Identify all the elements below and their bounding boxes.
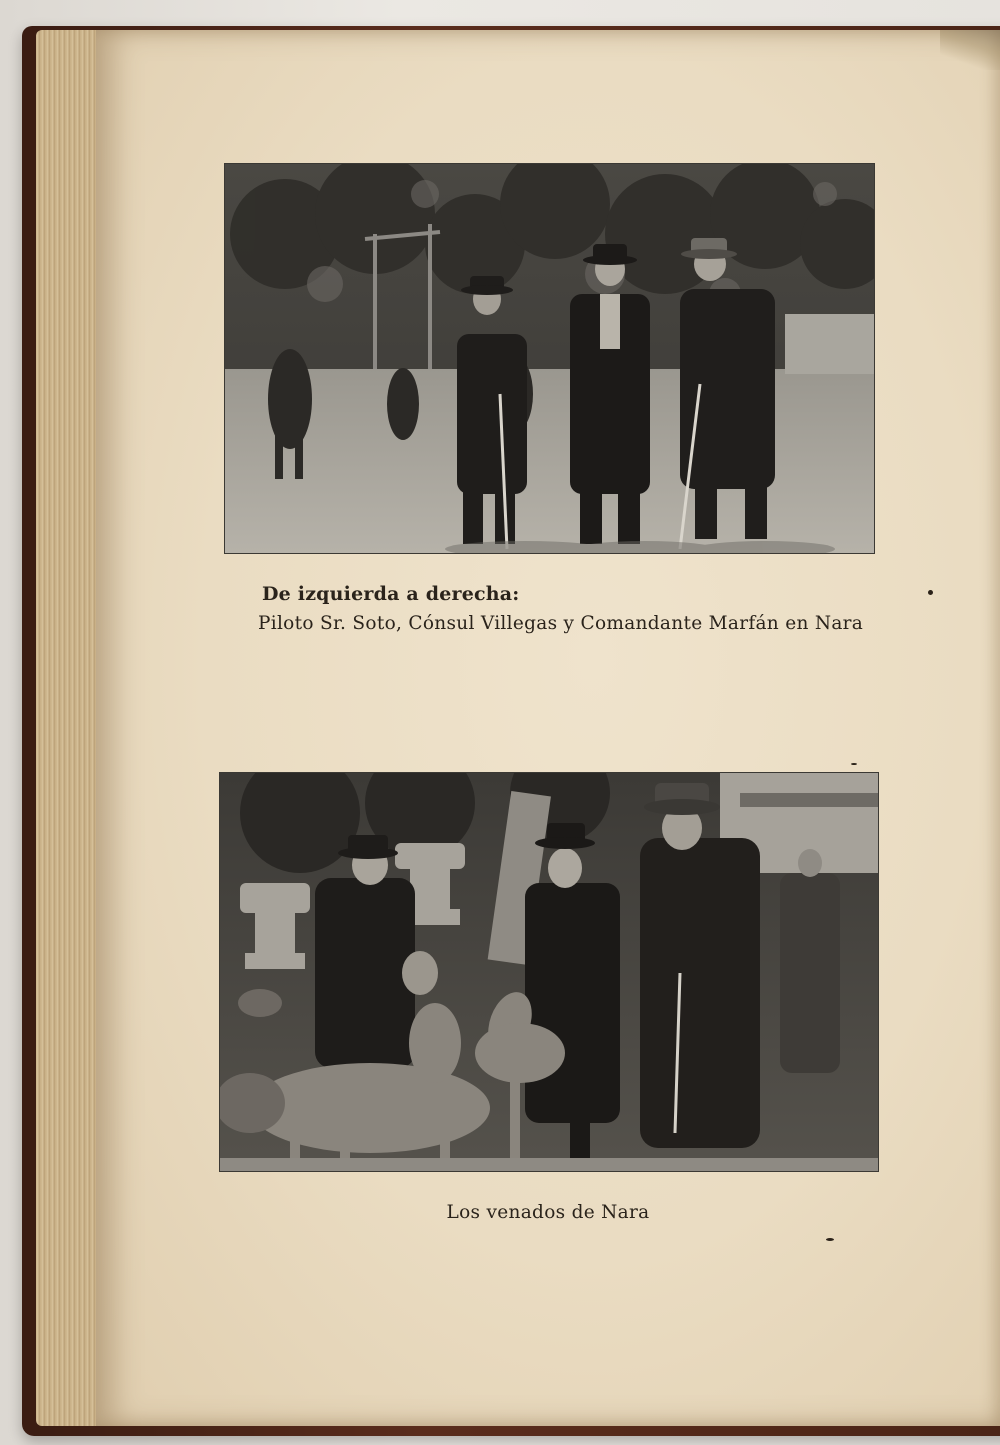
photo-1-caption-heading: De izquierda a derecha: <box>262 583 520 605</box>
photo-1-image <box>225 164 874 553</box>
photo-men-in-nara <box>225 164 874 553</box>
ink-speck <box>826 1238 834 1241</box>
page-corner-shadow <box>940 30 1000 70</box>
photo-1-caption-text: Piloto Sr. Soto, Cónsul Villegas y Comandante Marfán en Nara <box>258 613 864 634</box>
photo-2-image <box>220 773 878 1171</box>
book-page <box>96 30 1000 1426</box>
ink-speck <box>851 763 857 765</box>
photo-deer-of-nara <box>220 773 878 1171</box>
ink-speck <box>928 590 933 595</box>
photo-2-caption-text: Los venados de Nara <box>446 1202 650 1223</box>
